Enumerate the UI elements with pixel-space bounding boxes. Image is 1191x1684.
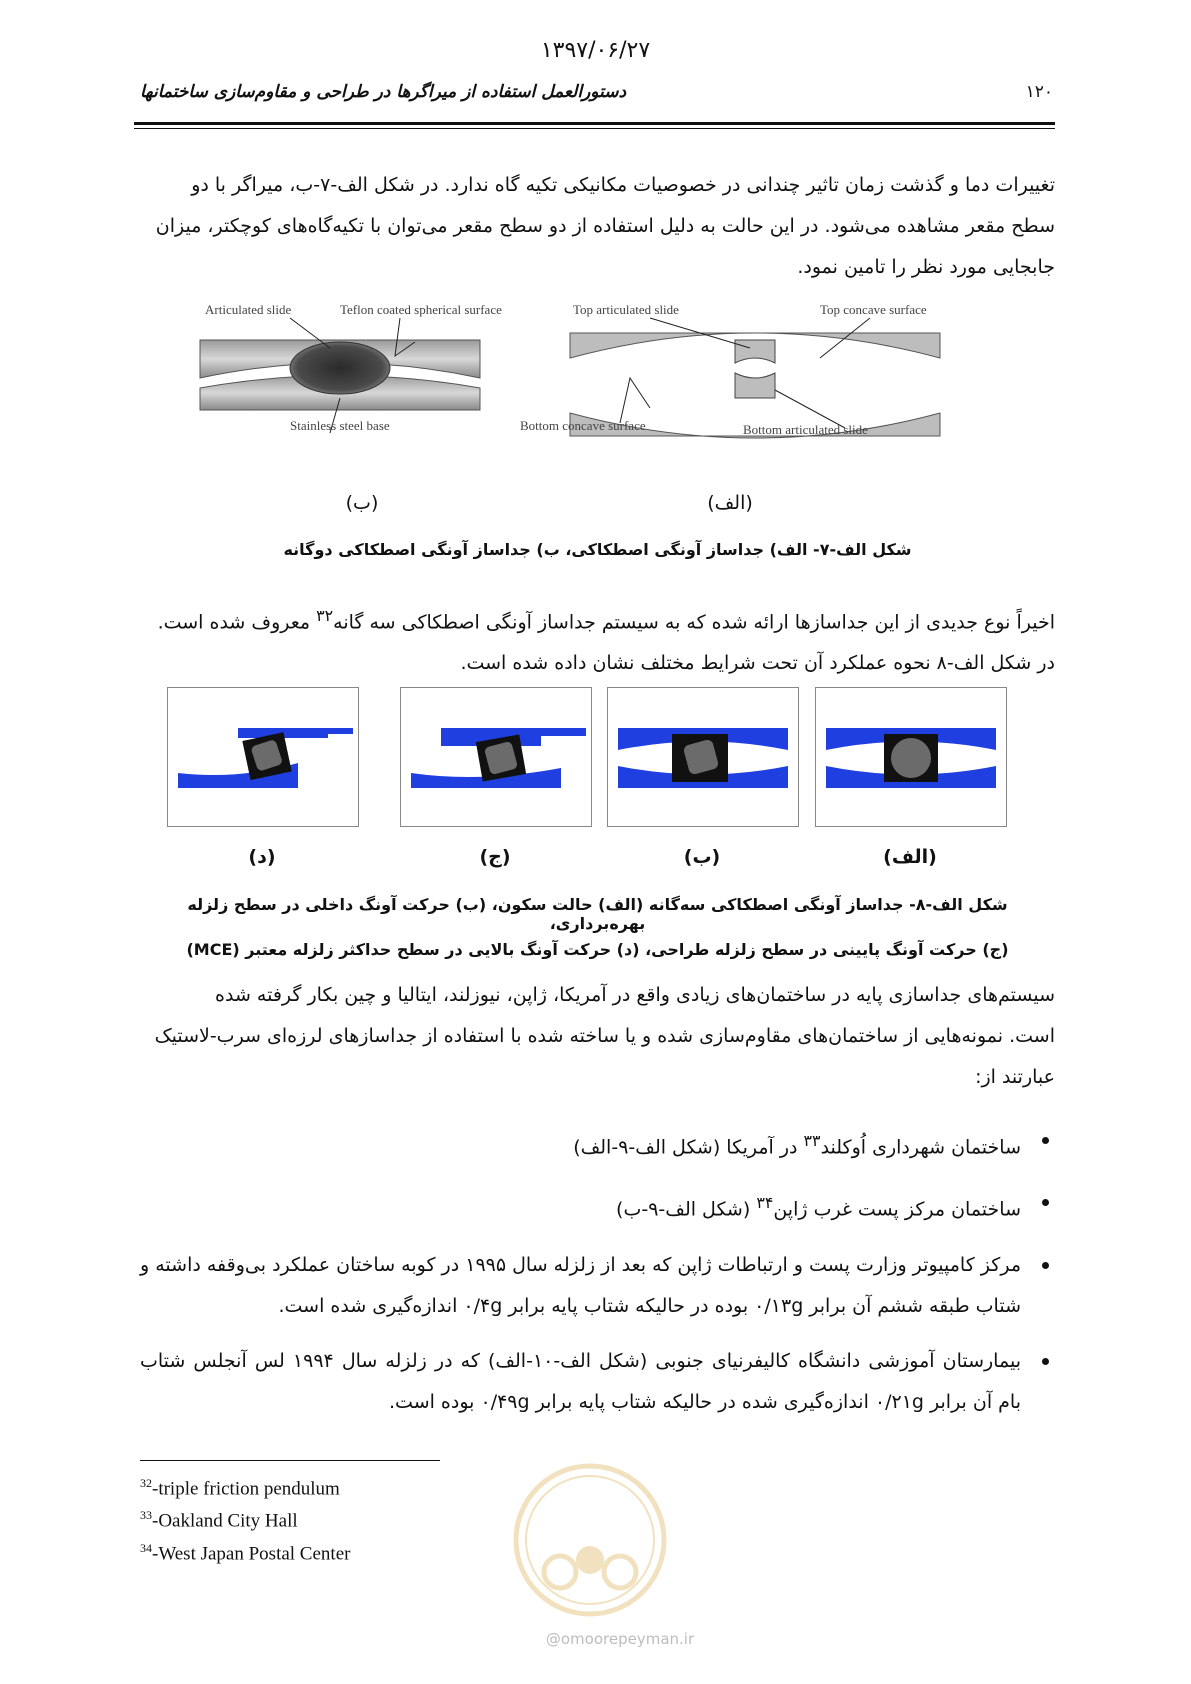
- list-item-text: بیمارستان آموزشی دانشگاه کالیفرنیای جنوبی (شکل الف-۱۰-الف) که در زلزله سال ۱۹۹۴ لس آنجلس شتاب بام آن برابر ۰/۲۱g اندازه‌گیری شده در حالیکه شتاب پایه برابر ۰/۴۹g بوده است.: [140, 1349, 1021, 1413]
- bottom-articulated-slide: [735, 373, 775, 398]
- paragraph-3-line-1: سیستم‌های جداسازی پایه در ساختمان‌های زیادی واقع در آمریکا، ژاپن، نیوزلند، ایتالیا و چین بکار گرفته شده: [215, 984, 1055, 1006]
- figure-8-panel-b: [607, 687, 799, 827]
- building-examples-list: [140, 1120, 1055, 1437]
- footnote-text: -West Japan Postal Center: [152, 1542, 351, 1564]
- figure-7-letter-b: (ب): [345, 492, 379, 514]
- page-number: ۱۲۰: [1025, 82, 1053, 102]
- label-top-articulated-slide: Top articulated slide: [573, 302, 679, 317]
- label-articulated-slide: Articulated slide: [205, 302, 292, 317]
- figure-8-caption-line-1: شکل الف-۸- جداساز آونگی اصطکاکی سه‌گانه (الف) حالت سکون، (ب) حرکت آونگ داخلی در سطح زلزله بهره‌برداری،: [187, 895, 1008, 933]
- header-rule-thin: [134, 128, 1055, 129]
- paragraph-2-text-end: معروف شده است.: [157, 611, 317, 634]
- figure-7-diagrams: [190, 302, 1030, 478]
- label-bottom-articulated-slide: Bottom articulated slide: [743, 422, 868, 437]
- tfp-lower-motion-diagram: [401, 688, 591, 826]
- header-rule-thick: [134, 122, 1055, 125]
- paragraph-2: [140, 595, 1055, 684]
- label-teflon: Teflon coated spherical surface: [340, 302, 502, 317]
- figure-8-panel-alef: [815, 687, 1007, 827]
- footnote-text: -triple friction pendulum: [152, 1478, 340, 1500]
- footnote-ref-33: ۳۳: [803, 1131, 821, 1150]
- top-plate: [238, 728, 353, 738]
- single-pendulum-diagram: [200, 318, 480, 433]
- watermark-logo-icon: [510, 1460, 670, 1620]
- label-bottom-concave-surface: Bottom concave surface: [520, 418, 646, 433]
- list-item: [140, 1245, 1055, 1327]
- footnote-rule: [140, 1460, 440, 1461]
- figure-8-label-j: (ج): [479, 846, 511, 868]
- footnote-number: 33: [140, 1508, 152, 1523]
- paragraph-3-line-3: عبارتند از:: [975, 1066, 1055, 1088]
- list-item: [140, 1182, 1055, 1230]
- tfp-rest-diagram: [816, 688, 1006, 826]
- tfp-upper-motion-diagram: [168, 688, 358, 826]
- paragraph-1: [140, 165, 1055, 288]
- bullet-icon: [1042, 1358, 1049, 1365]
- header-date: ۱۳۹۷/۰۶/۲۷: [540, 38, 651, 63]
- bullet-icon: [1042, 1262, 1049, 1269]
- footnote-34: [140, 1535, 350, 1567]
- leader-line: [620, 378, 650, 423]
- footnote-text: -Oakland City Hall: [152, 1510, 298, 1532]
- list-item-text: ساختمان شهرداری اُوکلند: [820, 1136, 1021, 1159]
- paragraph-3: [140, 975, 1055, 1098]
- figure-8-panel-d: [167, 687, 359, 827]
- footnotes: [140, 1470, 350, 1567]
- list-item-text-end: (شکل الف-۹-ب): [616, 1198, 757, 1221]
- label-stainless: Stainless steel base: [290, 418, 390, 433]
- list-item-text: مرکز کامپیوتر وزارت پست و ارتباطات ژاپن که بعد از زلزله سال ۱۹۹۵ در کوبه ساختان عملکرد بی‌وقفه داشته و شتاب طبقه ششم آن برابر ۰/۱۳g بوده در حالیکه شتاب پایه برابر ۰/۴g اندازه‌گیری شده است.: [140, 1253, 1021, 1317]
- watermark-text: @omoorepeyman.ir: [545, 1630, 695, 1648]
- footnote-ref-34: ۳۴: [756, 1193, 774, 1213]
- paragraph-1-line-1: تغییرات دما و گذشت زمان تاثیر چندانی در خصوصیات مکانیکی تکیه گاه ندارد. در شکل الف-۷-ب، میراگر با دو: [191, 174, 1055, 196]
- paragraph-1-line-2: سطح مقعر مشاهده می‌شود. در این حالت به دلیل استفاده از دو سطح مقعر می‌توان با تکیه‌گاه‌های کوچکتر، میزان: [155, 215, 1055, 237]
- articulated-slider: [290, 342, 390, 394]
- paragraph-1-line-3: جابجایی مورد نظر را تامین نمود.: [797, 256, 1055, 278]
- figure-8-panel-j: [400, 687, 592, 827]
- footnote-number: 32: [140, 1476, 152, 1490]
- footnote-ref-32: ۳۲: [316, 606, 334, 625]
- figure-7-letter-alef: (الف): [707, 492, 753, 514]
- top-articulated-slide: [735, 340, 775, 363]
- figure-8-label-b: (ب): [683, 846, 721, 868]
- inner-slider: [891, 738, 931, 778]
- paragraph-2-line-2: در شکل الف-۸ نحوه عملکرد آن تحت شرایط مختلف نشان داده شده است.: [460, 652, 1055, 675]
- list-item-text: ساختمان مرکز پست غرب ژاپن: [773, 1198, 1021, 1221]
- list-item: [140, 1120, 1055, 1168]
- paragraph-3-line-2: است. نمونه‌هایی از ساختمان‌های مقاوم‌سازی شده و یا ساخته شده با استفاده از جداسازهای لرزه‌ای سرب-لاستیک: [154, 1025, 1055, 1047]
- bullet-icon: [1042, 1137, 1049, 1144]
- figure-8-label-alef: (الف): [883, 846, 937, 868]
- footnote-33: [140, 1502, 350, 1534]
- paragraph-2-line-1: [140, 595, 1055, 643]
- bullet-icon: [1042, 1199, 1049, 1206]
- header-title: دستورالعمل استفاده از میراگرها در طراحی و مقاوم‌سازی ساختمانها: [140, 82, 627, 102]
- footnote-32: [140, 1470, 350, 1502]
- label-top-concave-surface: Top concave surface: [820, 302, 927, 317]
- figure-8-caption-line-2: (ج) حرکت آونگ پایینی در سطح زلزله طراحی، (د) حرکت آونگ بالایی در سطح حداکثر زلزله معتبر (MCE): [186, 940, 1009, 959]
- paragraph-2-text: اخیراً نوع جدیدی از این جداسازها ارائه شده که به سیستم جداساز آونگی اصطکاکی سه گانه: [333, 611, 1055, 634]
- tfp-inner-motion-diagram: [608, 688, 798, 826]
- list-item-text-end: در آمریکا (شکل الف-۹-الف): [573, 1136, 804, 1159]
- list-item: [140, 1341, 1055, 1423]
- figure-8-label-d: (د): [248, 846, 276, 868]
- footnote-number: 34: [140, 1540, 152, 1555]
- figure-7-caption: شکل الف-۷- الف) جداساز آونگی اصطکاکی، ب) جداساز آونگی اصطکاکی دوگانه: [283, 540, 912, 559]
